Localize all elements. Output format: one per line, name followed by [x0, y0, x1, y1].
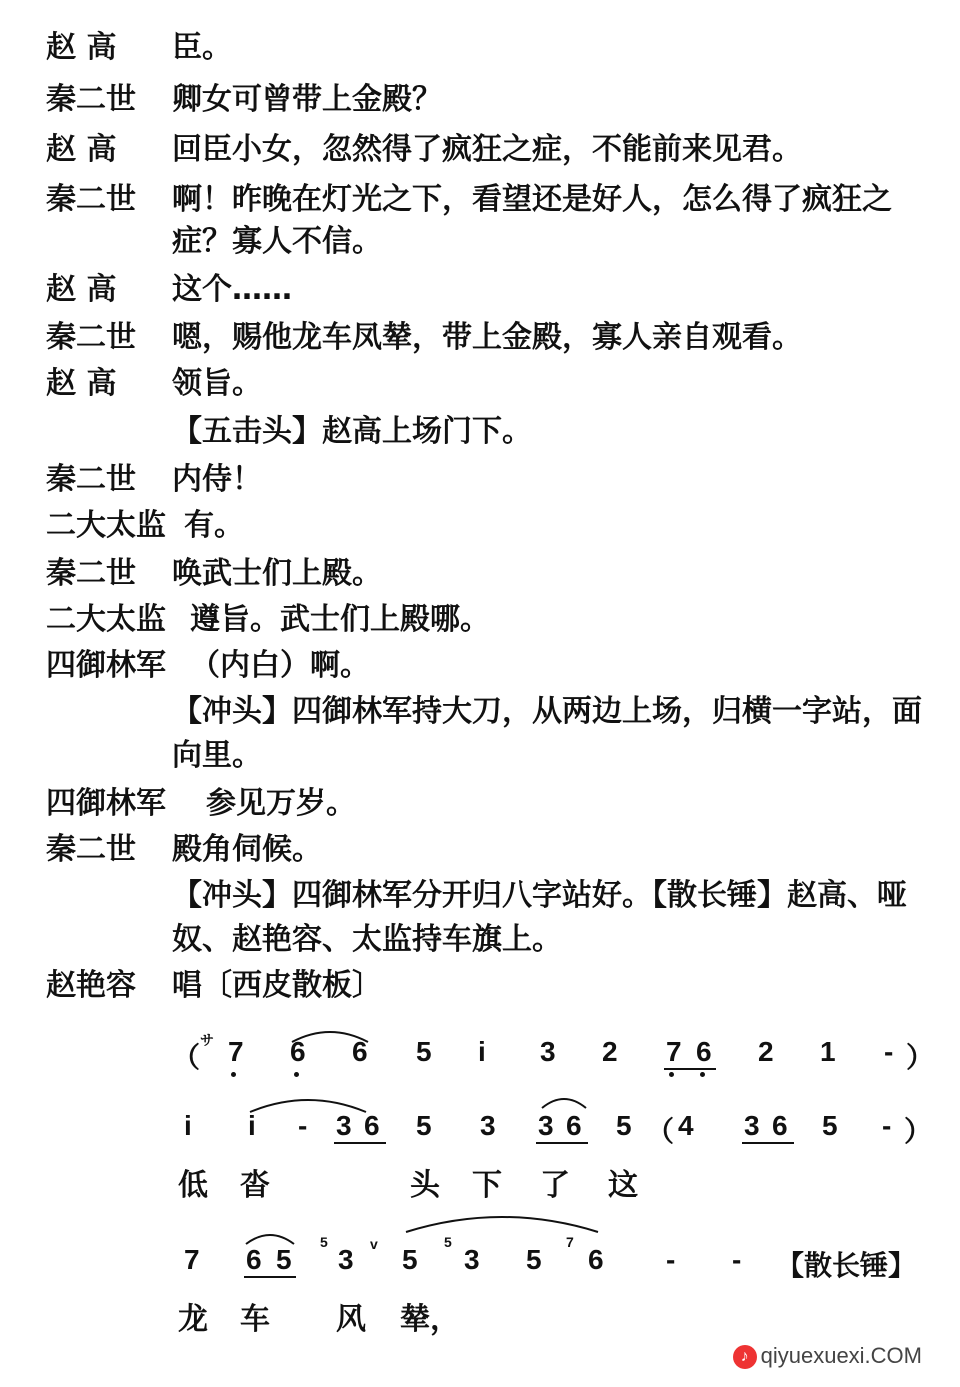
lyric-char: 低	[178, 1168, 208, 1203]
speaker: 四御林军	[46, 648, 166, 683]
breath-mark: v	[370, 1236, 378, 1252]
line-text: 殿角伺候。	[172, 832, 322, 867]
lyric-char: 这	[608, 1168, 638, 1203]
lyric-char: 了	[540, 1168, 570, 1203]
lyric-char: 头	[410, 1168, 440, 1203]
speaker: 二大太监	[46, 602, 166, 637]
note: -	[884, 1036, 894, 1067]
line-text: 嗯，赐他龙车凤辇，带上金殿，寡人亲自观看。	[172, 320, 802, 355]
line-text: 领旨。	[172, 366, 262, 401]
note: 7	[666, 1036, 682, 1067]
note: 2	[758, 1036, 774, 1067]
slur	[540, 1094, 588, 1112]
speaker: 赵艳容	[46, 968, 136, 1003]
line-text: 参见万岁。	[206, 786, 356, 821]
line-text: 唤武士们上殿。	[172, 556, 382, 591]
note: 3	[336, 1110, 352, 1141]
notation-row-1	[0, 1032, 960, 1076]
grace-note: 5	[444, 1234, 452, 1250]
lyric-char: 车	[240, 1302, 270, 1337]
grace-note: 5	[320, 1234, 328, 1250]
lyric-char: 沓	[240, 1168, 270, 1203]
line-text: 回臣小女，忽然得了疯狂之症，不能前来见君。	[172, 132, 802, 167]
eighth-underline	[244, 1276, 296, 1278]
speaker: 秦二世	[46, 320, 136, 355]
line-text: 【冲头】四御林军持大刀，从两边上场，归横一字站，面	[172, 694, 922, 729]
note: 7	[228, 1036, 244, 1067]
speaker: 赵 高	[46, 366, 117, 401]
note: 5	[616, 1110, 632, 1141]
low-octave-dot	[231, 1072, 236, 1077]
note: （	[172, 1042, 201, 1073]
line-text: 臣。	[172, 30, 232, 65]
eighth-underline	[664, 1068, 716, 1070]
line-text: （内白）啊。	[190, 648, 370, 683]
note: 6	[696, 1036, 712, 1067]
note: 6	[246, 1244, 262, 1275]
note: 6	[772, 1110, 788, 1141]
note: -	[732, 1244, 742, 1275]
note: 5	[822, 1110, 838, 1141]
line-text: 这个……	[172, 272, 292, 307]
note: 6	[364, 1110, 380, 1141]
speaker: 秦二世	[46, 556, 136, 591]
line-text: 卿女可曾带上金殿？	[172, 82, 442, 117]
lyrics-row-2	[0, 1160, 960, 1203]
note: 5	[526, 1244, 542, 1275]
speaker: 四御林军	[46, 786, 166, 821]
note: 3	[464, 1244, 480, 1275]
speaker: 秦二世	[46, 82, 136, 117]
slur	[404, 1210, 600, 1236]
grace-note: 7	[566, 1234, 574, 1250]
note: 6	[588, 1244, 604, 1275]
logo-icon: ♪	[733, 1345, 757, 1369]
note: i	[248, 1110, 256, 1141]
lyric-char: 龙	[178, 1302, 208, 1337]
lyric-char: 风	[336, 1302, 366, 1337]
note: 5	[416, 1110, 432, 1141]
eighth-underline	[742, 1142, 794, 1144]
percussion-cue: 【散长锤】	[776, 1249, 917, 1282]
line-text: 【五击头】赵高上场门下。	[172, 414, 532, 449]
lyric-char: 下	[472, 1168, 502, 1203]
slur	[248, 1094, 368, 1116]
watermark-text: qiyuexuexi.COM	[760, 1342, 922, 1368]
note: 5	[402, 1244, 418, 1275]
eighth-underline	[536, 1142, 588, 1144]
note: 7	[184, 1244, 200, 1275]
line-text: 啊！昨晚在灯光之下，看望还是好人，怎么得了疯狂之	[172, 182, 892, 217]
note: -	[666, 1244, 676, 1275]
note: 3	[540, 1036, 556, 1067]
speaker: 赵 高	[46, 30, 117, 65]
low-octave-dot	[700, 1072, 705, 1077]
note: （	[646, 1116, 675, 1147]
note: サ	[200, 1032, 214, 1048]
line-text: 遵旨。武士们上殿哪。	[190, 602, 490, 637]
note: ）	[904, 1116, 933, 1147]
note: 4	[678, 1110, 694, 1141]
speaker: 赵 高	[46, 132, 117, 167]
eighth-underline	[334, 1142, 386, 1144]
note: 1	[820, 1036, 836, 1067]
note: 3	[744, 1110, 760, 1141]
notation-row-3	[0, 1234, 960, 1284]
note: -	[298, 1110, 308, 1141]
line-text: 症？寡人不信。	[172, 224, 382, 259]
note: 5	[416, 1036, 432, 1067]
watermark	[733, 1343, 922, 1369]
note: 3	[480, 1110, 496, 1141]
slur	[290, 1026, 370, 1046]
line-text: 有。	[184, 508, 244, 543]
speaker: 赵 高	[46, 272, 117, 307]
note: ）	[906, 1042, 935, 1073]
note: 2	[602, 1036, 618, 1067]
note: 6	[352, 1036, 368, 1067]
speaker: 秦二世	[46, 182, 136, 217]
note: i	[478, 1036, 486, 1067]
note: -	[882, 1110, 892, 1141]
speaker: 二大太监	[46, 508, 166, 543]
low-octave-dot	[669, 1072, 674, 1077]
note: i	[184, 1110, 192, 1141]
line-text: 内侍！	[172, 462, 262, 497]
line-text: 【冲头】四御林军分开归八字站好。【散长锤】赵高、哑	[172, 878, 907, 913]
line-text: 向里。	[172, 738, 262, 773]
notation-row-2	[0, 1110, 960, 1150]
slur	[244, 1230, 296, 1248]
note: 3	[538, 1110, 554, 1141]
low-octave-dot	[294, 1072, 299, 1077]
speaker: 秦二世	[46, 832, 136, 867]
lyrics-row-3	[0, 1294, 960, 1337]
line-text: 奴、赵艳容、太监持车旗上。	[172, 922, 562, 957]
lyric-char: 辇，	[400, 1302, 460, 1337]
line-text: 唱〔西皮散板〕	[172, 968, 382, 1003]
note: 5	[276, 1244, 292, 1275]
note: 6	[566, 1110, 582, 1141]
note: 3	[338, 1244, 354, 1275]
note: 6	[290, 1036, 306, 1067]
speaker: 秦二世	[46, 462, 136, 497]
